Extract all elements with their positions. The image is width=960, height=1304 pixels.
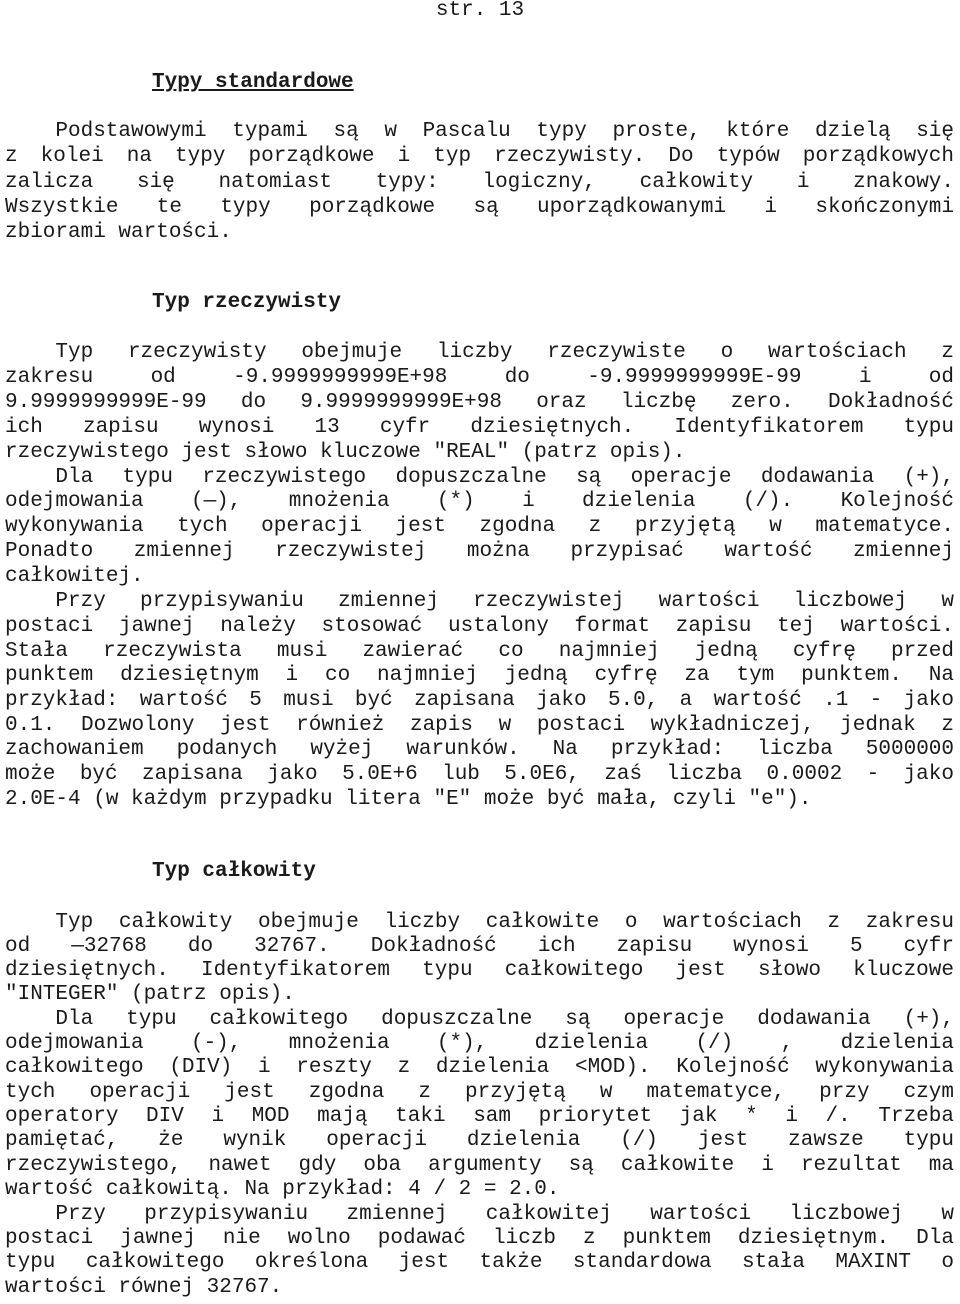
paragraph-line: całkowitego (DIV) i reszty z dzielenia <MOD). Kolejność wykonywania: [5, 1056, 954, 1079]
paragraph-line: wykonywania tych operacji jest zgodna z przyjętą w matematyce.: [5, 515, 954, 538]
paragraph-line: zachowaniem podanych wyżej warunków. Na przykład: liczba 5000000: [5, 738, 954, 761]
paragraph-line: wartość całkowitą. Na przykład: 4 / 2 = 2.0.: [5, 1178, 560, 1201]
section-heading: Typ całkowity: [152, 860, 316, 883]
paragraph-line: Ponadto zmiennej rzeczywistej można przypisać wartość zmiennej: [5, 540, 954, 563]
paragraph-line: całkowitej.: [5, 565, 144, 588]
paragraph-line: operatory DIV i MOD mają taki sam priorytet jak * i /. Trzeba: [5, 1105, 954, 1128]
paragraph-line: Typ rzeczywisty obejmuje liczby rzeczywiste o wartościach z: [55, 341, 954, 364]
paragraph-line: rzeczywistego, nawet gdy oba argumenty są całkowite i rezultat ma: [5, 1154, 954, 1177]
paragraph-line: ich zapisu wynosi 13 cyfr dziesiętnych. Identyfikatorem typu: [5, 416, 954, 439]
paragraph-line: od —32768 do 32767. Dokładność ich zapisu wynosi 5 cyfr: [5, 935, 954, 958]
paragraph-line: pamiętać, że wynik operacji dzielenia (/) jest zawsze typu: [5, 1129, 954, 1152]
paragraph-line: może być zapisana jako 5.0E+6 lub 5.0E6, zaś liczba 0.0002 - jako: [5, 763, 954, 786]
paragraph-line: "INTEGER" (patrz opis).: [5, 983, 295, 1006]
paragraph-line: Podstawowymi typami są w Pascalu typy proste, które dzielą się: [55, 120, 954, 143]
paragraph-line: 0.1. Dozwolony jest również zapis w postaci wykładniczej, jednak z: [5, 714, 954, 737]
paragraph-line: 2.0E-4 (w każdym przypadku litera "E" może być mała, czyli "e").: [5, 788, 812, 811]
paragraph-line: Stała rzeczywista musi zawierać co najmniej jedną cyfrę przed: [5, 640, 954, 663]
paragraph-line: Przy przypisywaniu zmiennej rzeczywistej wartości liczbowej w: [55, 590, 954, 613]
paragraph-line: rzeczywistego jest słowo kluczowe "REAL" (patrz opis).: [5, 441, 686, 464]
page-number: str. 13: [435, 0, 525, 22]
paragraph-line: Dla typu rzeczywistego dopuszczalne są operacje dodawania (+),: [55, 466, 954, 489]
section-heading: Typy standardowe: [152, 71, 354, 94]
paragraph-line: odejmowania (—), mnożenia (*) i dzielenia (/). Kolejność: [5, 490, 954, 513]
paragraph-line: Wszystkie te typy porządkowe są uporządkowanymi i skończonymi: [5, 196, 954, 219]
paragraph-line: punktem dziesiętnym i co najmniej jedną cyfrę za tym punktem. Na: [5, 664, 954, 687]
paragraph-line: Przy przypisywaniu zmiennej całkowitej wartości liczbowej w: [55, 1203, 954, 1226]
paragraph-line: zalicza się natomiast typy: logiczny, całkowity i znakowy.: [5, 171, 954, 194]
paragraph-line: dziesiętnych. Identyfikatorem typu całkowitego jest słowo kluczowe: [5, 959, 954, 982]
paragraph-line: z kolei na typy porządkowe i typ rzeczywisty. Do typów porządkowych: [5, 145, 954, 168]
paragraph-line: zbiorami wartości.: [5, 221, 232, 244]
paragraph-line: zakresu od -9.9999999999E+98 do -9.9999999999E-99 i od: [5, 366, 954, 389]
paragraph-line: typu całkowitego określona jest także standardowa stała MAXINT o: [5, 1251, 954, 1274]
paragraph-line: Dla typu całkowitego dopuszczalne są operacje dodawania (+),: [55, 1008, 954, 1031]
paragraph-line: postaci jawnej nie wolno podawać liczb z punktem dziesiętnym. Dla: [5, 1227, 954, 1250]
paragraph-line: tych operacji jest zgodna z przyjętą w matematyce, przy czym: [5, 1081, 954, 1104]
paragraph-line: Typ całkowity obejmuje liczby całkowite o wartościach z zakresu: [55, 911, 954, 934]
paragraph-line: wartości równej 32767.: [5, 1276, 283, 1299]
paragraph-line: 9.9999999999E-99 do 9.9999999999E+98 oraz liczbę zero. Dokładność: [5, 391, 954, 414]
paragraph-line: odejmowania (-), mnożenia (*), dzielenia (/) , dzielenia: [5, 1032, 954, 1055]
paragraph-line: postaci jawnej należy stosować ustalony format zapisu tej wartości.: [5, 615, 954, 638]
paragraph-line: przykład: wartość 5 musi być zapisana jako 5.0, a wartość .1 - jako: [5, 689, 954, 712]
section-heading: Typ rzeczywisty: [152, 291, 342, 314]
